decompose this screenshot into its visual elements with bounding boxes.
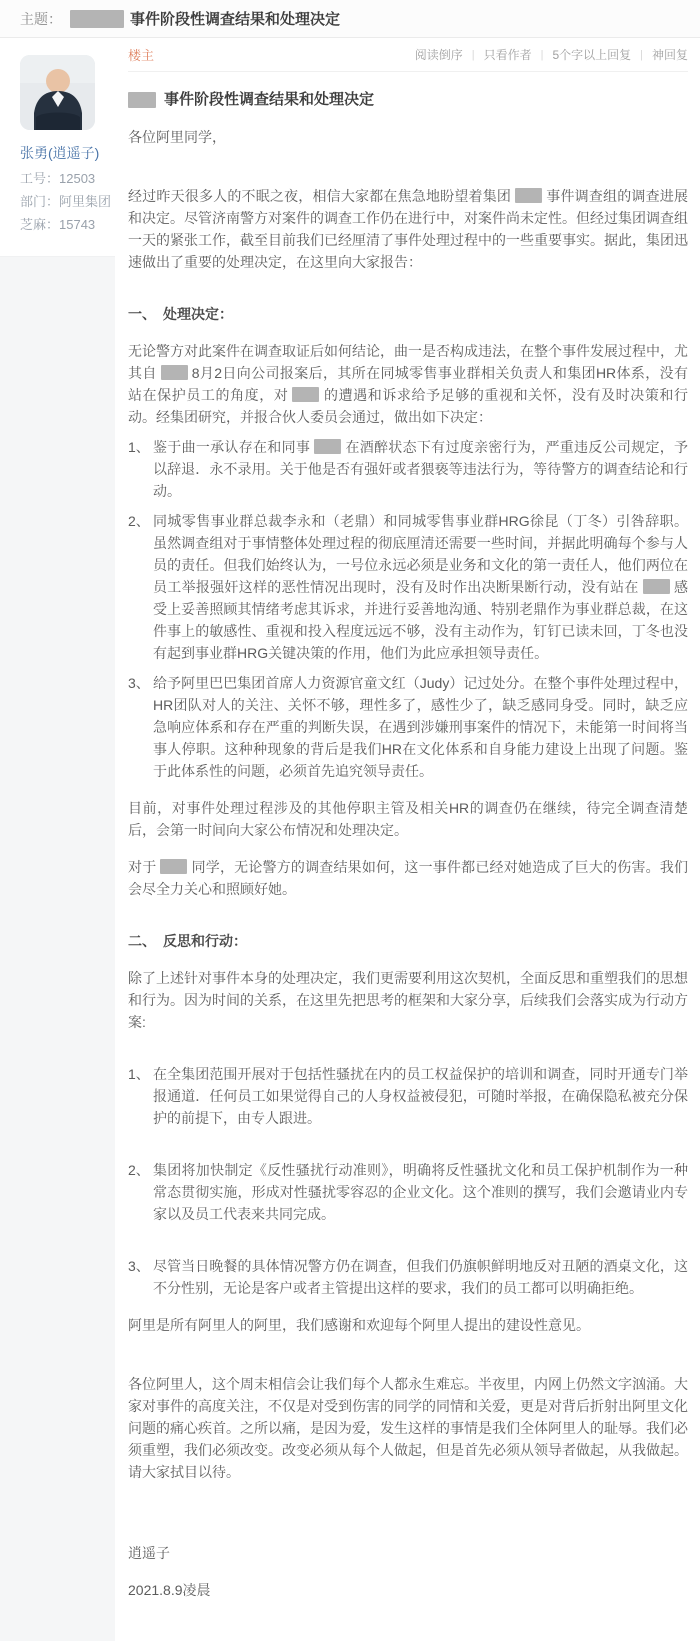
item-number: 3、 xyxy=(128,1258,150,1274)
redacted-text xyxy=(292,387,319,402)
link-separator: | xyxy=(640,48,643,61)
item-text: 在全集团范围开展对于包括性骚扰在内的员工权益保护的培训和调查，同时开通专门举报通道．任何员工如果觉得自己的人身权益被侵犯，可随时举报，在确保隐私被充分保护的前提下，由专人跟进。 xyxy=(153,1066,688,1126)
paragraph: 经过昨天很多人的不眠之夜，相信大家都在焦急地盼望着集团 事件调查组的调查进展和决定。尽管济南警方对案件的调查工作仍在进行中，对案件尚未定性。但经过集团调查组一天的紧张工作，截至目前我们已经厘清了事件处理过程中的一些重要事实。据此，集团迅速做出了重要的处理决定，在这里向大家报告： xyxy=(128,188,689,270)
paragraph: 无论警方对此案件在调查取证后如何结论，曲一是否构成违法，在整个事件发展过程中，尤其自 8月2日向公司报案后，其所在同城零售事业群相关负责人和集团HR体系，没有站在保护员工的角度，对 的遭遇和诉求给予足够的重视和关怀，没有及时决策和行动。经集团研究，并报合伙人委员会通过，做出如下决定： xyxy=(128,343,689,425)
numbered-item xyxy=(128,436,688,502)
redacted-text xyxy=(314,439,341,454)
user-sidebar xyxy=(0,38,115,1641)
numbered-item xyxy=(128,1255,688,1299)
paragraph: 阿里是所有阿里人的阿里，我们感谢和欢迎每个阿里人提出的建设性意见。 xyxy=(128,1317,590,1333)
redacted-text xyxy=(70,10,124,28)
link-separator: | xyxy=(540,48,544,61)
header-link-2[interactable]: 5个字以上回复 xyxy=(552,48,632,62)
author-name[interactable]: 张勇(逍遥子) xyxy=(20,145,100,161)
topic-label: 主题： xyxy=(20,10,62,27)
paragraph: 逍遥子 xyxy=(128,1545,170,1561)
paragraph: 对于 同学，无论警方的调查结果如何，这一事件都已经对她造成了巨大的伤害。我们会尽全力关心和照顾好她。 xyxy=(128,859,689,897)
header-link-3[interactable]: 神回复 xyxy=(651,48,688,62)
item-number: 1、 xyxy=(128,1066,150,1082)
section-heading: 二、 反思和行动： xyxy=(128,933,247,949)
header-link-0[interactable]: 阅读倒序 xyxy=(414,48,463,62)
avatar-portrait-graphic xyxy=(20,55,95,130)
numbered-item xyxy=(128,1159,688,1225)
item-text: 鉴于曲一承认存在和同事 在酒醉状态下有过度亲密行为，严重违反公司规定，予以辞退．永不录用。关于他是否有强奸或者猥亵等违法行为，等待警方的调查结论和行动。 xyxy=(153,439,689,499)
sidebar-filler xyxy=(0,256,115,1641)
paragraph: 各位阿里人，这个周末相信会让我们每个人都永生难忘。半夜里，内网上仍然文字汹涌。大家对事件的高度关注，不仅是对受到伤害的同学的同情和关爱，更是对背后折射出阿里文化问题的痛心疾首。之所以痛，是因为爱，发生这样的事情是我们全体阿里人的耻辱。我们必须重塑，我们必须改变。改变必须从每个人做起，但是首先必须从领导者做起，从我做起。请大家拭目以待。 xyxy=(128,1376,688,1480)
author-field-0: 工号：12503 xyxy=(20,171,96,186)
topic-bar xyxy=(0,0,700,38)
section-heading: 一、 处理决定： xyxy=(128,306,233,322)
redacted-text xyxy=(128,92,156,108)
post-title: 事件阶段性调查结果和处理决定 xyxy=(128,89,688,111)
floor-label: 楼主 xyxy=(128,48,155,63)
item-text: 同城零售事业群总裁李永和（老鼎）和同城零售事业群HRG徐昆（丁冬）引咎辞职。虽然调查组对于事情整体处理过程的彻底厘清还需要一些时间，并据此明确每个参与人员的责任。但我们始终认为，一号位永远必须是业务和文化的第一责任人，他们两位在员工举报强奸这样的恶性情况出现时，没有及时作出决断果断行动，没有站在 感受上妥善照顾其情绪考虑其诉求，并进行妥善地沟通、特别老鼎作为事业群总裁，在这件事上的敏感性、重视和投入程度远远不够，没有主动作为，钉钉已读未回，丁冬也没有起到事业群HRG关键决策的作用，他们为此应承担领导责任。 xyxy=(153,513,689,661)
redacted-text xyxy=(515,188,542,203)
item-number: 3、 xyxy=(128,675,150,691)
item-text: 给予阿里巴巴集团首席人力资源官童文红（Judy）记过处分。在整个事件处理过程中，HR团队对人的关注、关怀不够，理性多了，感性少了，缺乏感同身受。同时，缺乏应急响应体系和存在严重的判断失误，在遇到涉嫌刑事案件的情况下，未能第一时间将当事人停职。这种种现象的背后是我们HR在文化体系和自身能力建设上出现了问题。鉴于此体系性的问题，必须首先追究领导责任。 xyxy=(153,675,688,779)
avatar[interactable] xyxy=(20,55,95,130)
header-link-1[interactable]: 只看作者 xyxy=(483,48,532,62)
redacted-text xyxy=(160,859,187,874)
topic-title: 事件阶段性调查结果和处理决定 xyxy=(64,8,340,29)
item-number: 1、 xyxy=(128,439,150,455)
numbered-item xyxy=(128,1063,688,1129)
item-number: 2、 xyxy=(128,1162,150,1178)
numbered-item xyxy=(128,672,688,782)
user-card xyxy=(0,38,115,256)
author-field-2: 芝麻：15743 xyxy=(20,217,96,232)
paragraph: 除了上述针对事件本身的处理决定，我们更需要利用这次契机，全面反思和重塑我们的思想和行为。因为时间的关系，在这里先把思考的框架和大家分享，后续我们会落实成为行动方案: xyxy=(128,970,688,1030)
paragraph: 2021.8.9凌晨 xyxy=(128,1582,211,1598)
paragraph: 各位阿里同学， xyxy=(128,129,226,145)
link-separator: | xyxy=(471,48,475,61)
author-info xyxy=(20,167,115,236)
paragraph: 目前，对事件处理过程涉及的其他停职主管及相关HR的调查仍在继续，待完全调查清楚后，会第一时间向大家公布情况和处理决定。 xyxy=(128,800,688,838)
author-field-1: 部门：阿里集团 xyxy=(20,194,112,209)
main-layout xyxy=(0,38,700,1641)
item-text: 集团将加快制定《反性骚扰行动准则》，明确将反性骚扰文化和员工保护机制作为一种常态贯彻实施，形成对性骚扰零容忍的企业文化。这个准则的撰写，我们会邀请业内专家以及员工代表来共同完成。 xyxy=(153,1162,688,1222)
post-body xyxy=(128,126,688,1601)
post-header xyxy=(128,38,688,72)
item-text: 尽管当日晚餐的具体情况警方仍在调查，但我们仍旗帜鲜明地反对丑陋的酒桌文化，这不分性别，无论是客户或者主管提出这样的要求，我们的员工都可以明确拒绝。 xyxy=(153,1258,688,1296)
post-content-column xyxy=(115,38,700,1641)
numbered-item xyxy=(128,510,688,664)
redacted-text xyxy=(643,579,670,594)
redacted-text xyxy=(161,365,188,380)
post-header-links xyxy=(415,46,688,63)
item-number: 2、 xyxy=(128,513,150,529)
